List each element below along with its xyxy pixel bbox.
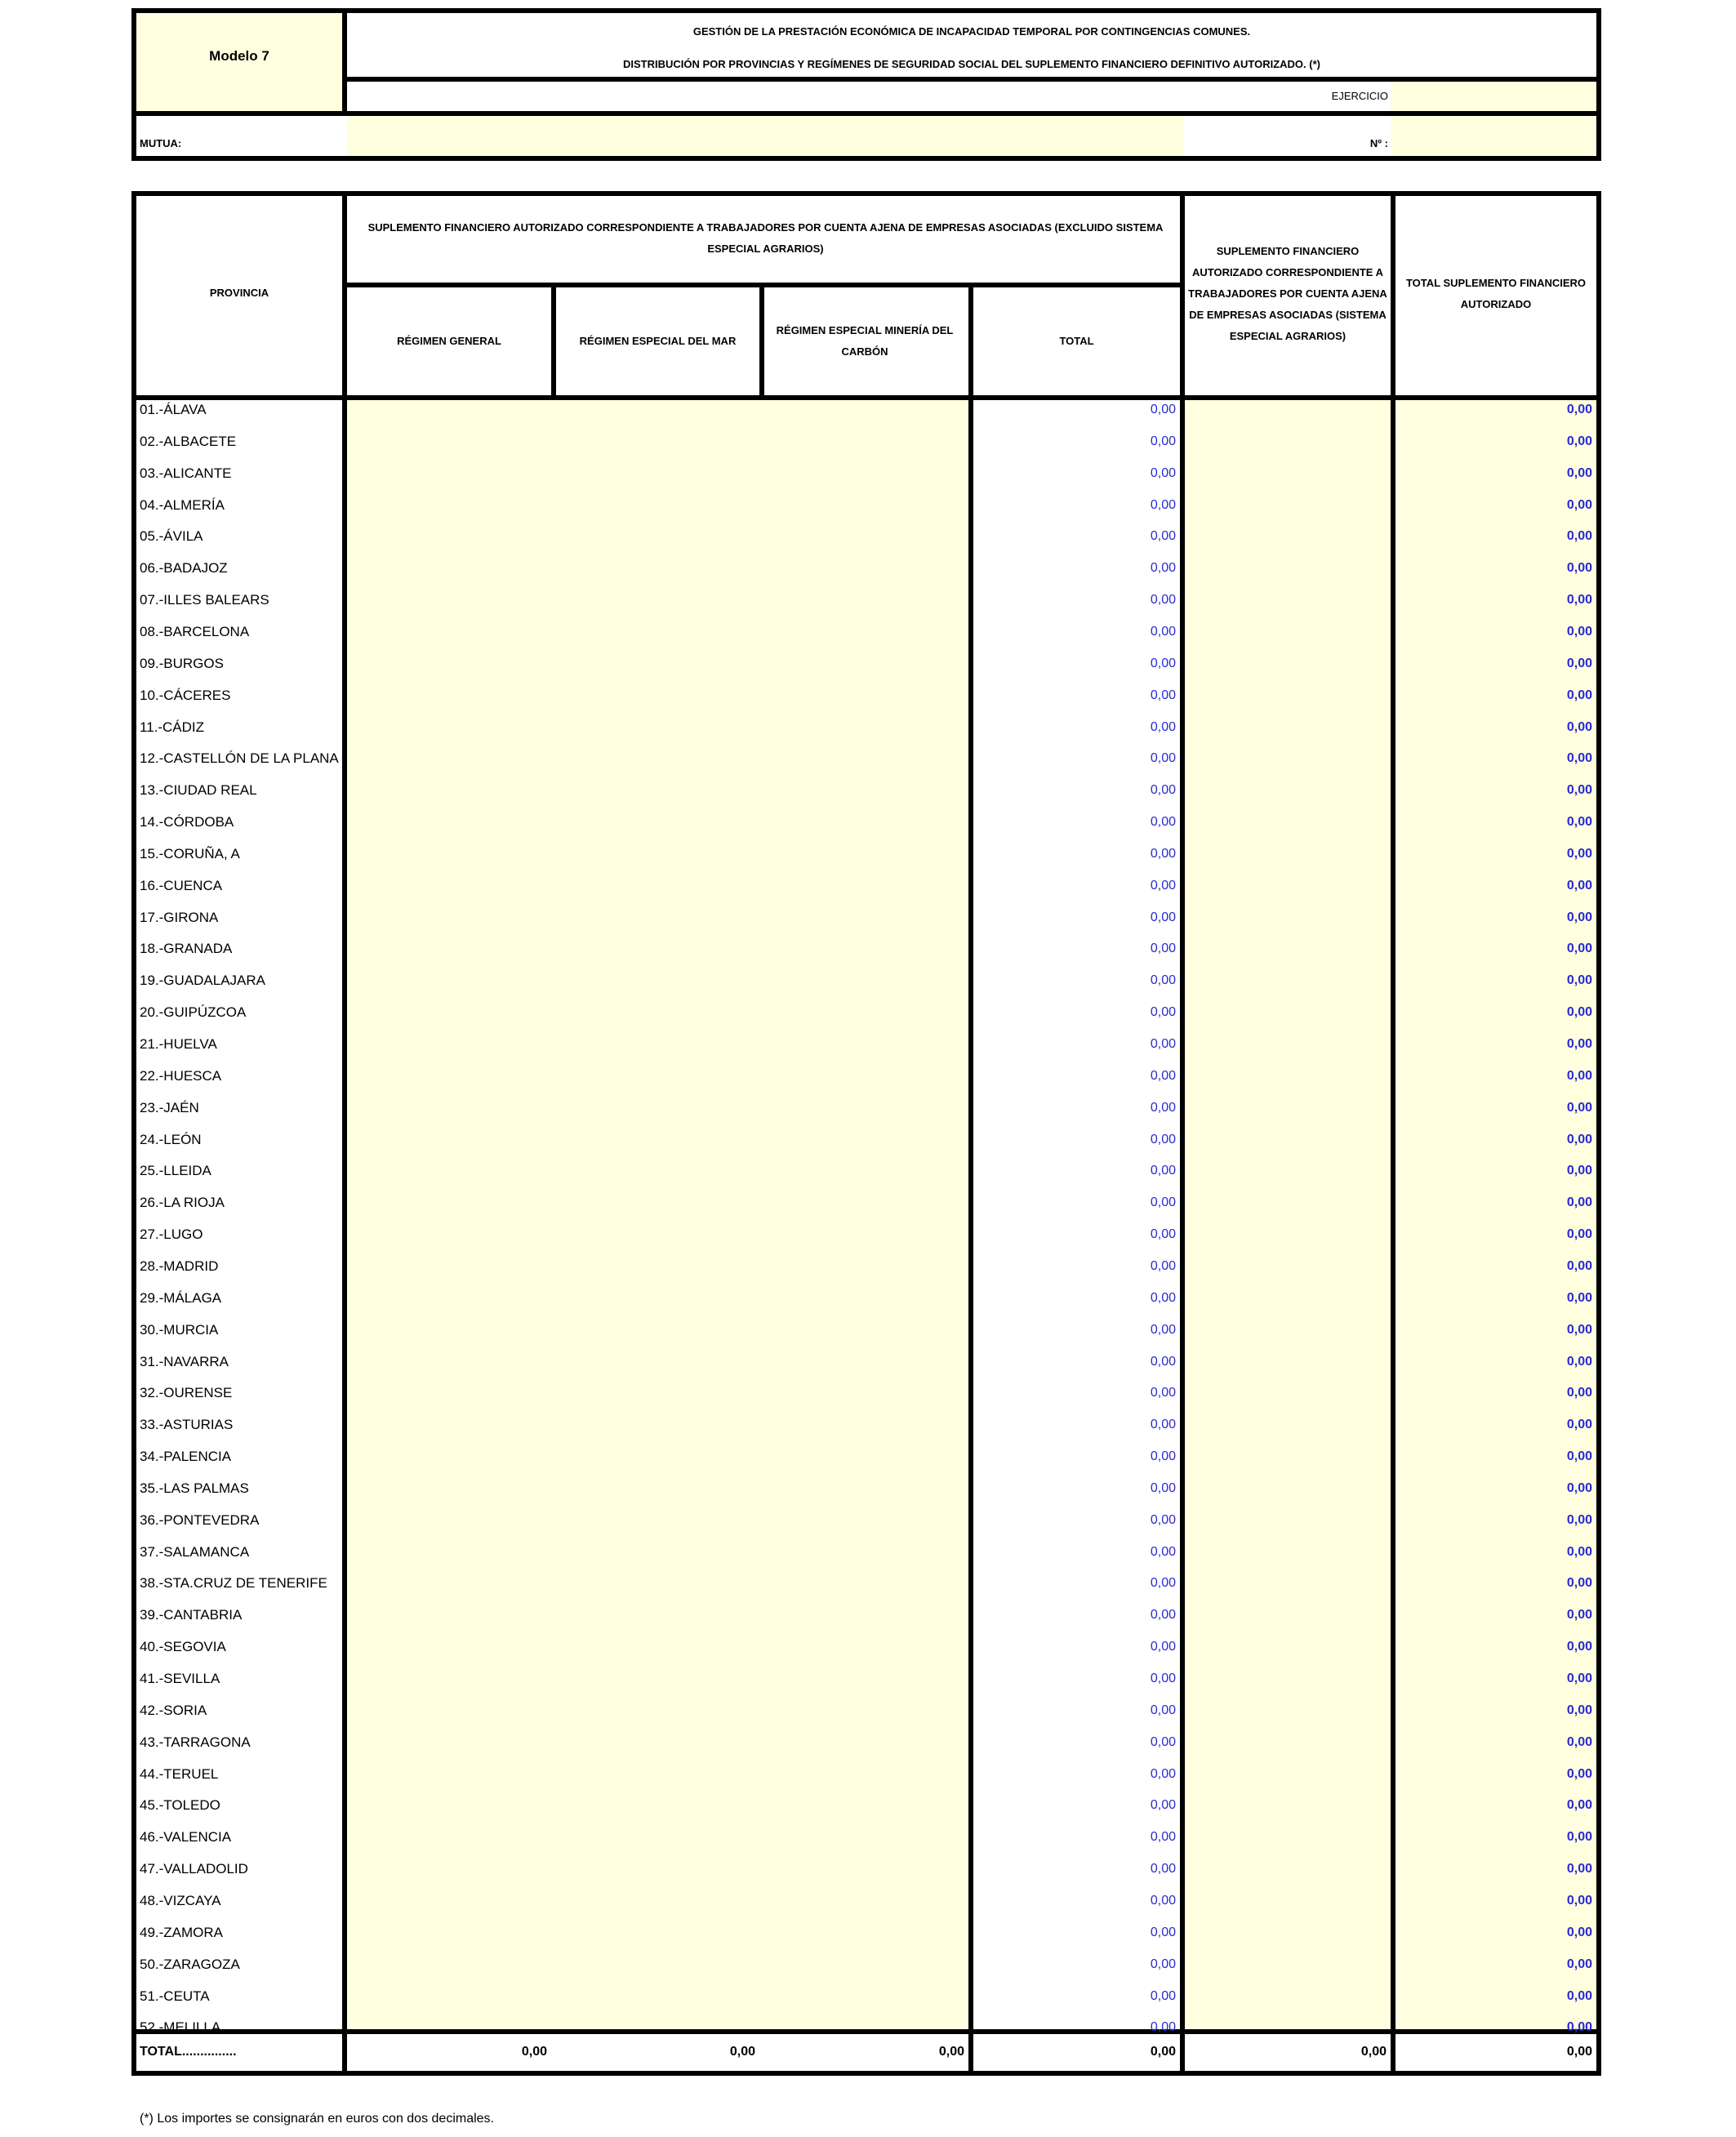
province-label: 09.-BURGOS bbox=[140, 656, 224, 671]
footnote: (*) Los importes se consignarán en euros con dos decimales. bbox=[140, 2112, 494, 2126]
row-total-suplemento-value: 0,00 bbox=[1566, 657, 1592, 670]
province-label: 01.-ÁLAVA bbox=[140, 402, 207, 417]
province-label: 13.-CIUDAD REAL bbox=[140, 782, 257, 798]
row-total-value: 0,00 bbox=[1150, 1386, 1176, 1400]
row-total-value: 0,00 bbox=[1150, 593, 1176, 607]
row-total-suplemento-value: 0,00 bbox=[1566, 2020, 1592, 2034]
row-total-value: 0,00 bbox=[1150, 1195, 1176, 1209]
column-header-agrarios: SUPLEMENTO FINANCIERO AUTORIZADO CORRESPONDIENTE A TRABAJADORES POR CUENTA AJENA DE EMPRESAS ASOCIADAS (SISTEMA ESPECIAL AGRARIOS) bbox=[1188, 245, 1387, 342]
row-total-value: 0,00 bbox=[1150, 498, 1176, 512]
province-label: 19.-GUADALAJARA bbox=[140, 973, 265, 988]
column-header-provincia: PROVINCIA bbox=[209, 287, 269, 299]
ejercicio-input[interactable] bbox=[1391, 82, 1596, 112]
column-header-regimen-mar: RÉGIMEN ESPECIAL DEL MAR bbox=[579, 335, 737, 347]
form-title-line2: DISTRIBUCIÓN POR PROVINCIAS Y REGÍMENES DE SEGURIDAD SOCIAL DEL SUPLEMENTO FINANCIERO DEFINITIVO AUTORIZADO. (*) bbox=[623, 58, 1320, 70]
row-total-suplemento-value: 0,00 bbox=[1566, 973, 1592, 987]
province-label: 44.-TERUEL bbox=[140, 1766, 219, 1782]
province-label: 20.-GUIPÚZCOA bbox=[140, 1004, 247, 1020]
row-total-suplemento-value: 0,00 bbox=[1566, 1672, 1592, 1685]
row-total-value: 0,00 bbox=[1150, 1513, 1176, 1527]
row-total-value: 0,00 bbox=[1150, 1767, 1176, 1781]
row-total-value: 0,00 bbox=[1150, 434, 1176, 448]
row-total-suplemento-value: 0,00 bbox=[1566, 879, 1592, 893]
province-label: 27.-LUGO bbox=[140, 1227, 203, 1242]
province-label: 18.-GRANADA bbox=[140, 941, 233, 956]
row-total-suplemento-value: 0,00 bbox=[1566, 1513, 1592, 1527]
row-total-value: 0,00 bbox=[1150, 1862, 1176, 1876]
total-agrarios: 0,00 bbox=[1360, 2045, 1387, 2059]
row-total-suplemento-value: 0,00 bbox=[1566, 434, 1592, 448]
row-total-value: 0,00 bbox=[1150, 561, 1176, 575]
row-total-suplemento-value: 0,00 bbox=[1566, 1608, 1592, 1622]
province-label: 10.-CÁCERES bbox=[140, 688, 231, 703]
row-total-value: 0,00 bbox=[1150, 1545, 1176, 1559]
row-total-suplemento-value: 0,00 bbox=[1566, 1418, 1592, 1431]
row-total-value: 0,00 bbox=[1150, 529, 1176, 543]
province-label: 08.-BARCELONA bbox=[140, 624, 250, 639]
province-label: 05.-ÁVILA bbox=[140, 528, 203, 544]
province-label: 43.-TARRAGONA bbox=[140, 1734, 251, 1750]
row-total-suplemento-value: 0,00 bbox=[1566, 529, 1592, 543]
row-total-suplemento-value: 0,00 bbox=[1566, 751, 1592, 765]
row-total-value: 0,00 bbox=[1150, 1640, 1176, 1654]
row-total-suplemento-value: 0,00 bbox=[1566, 1069, 1592, 1083]
row-total-value: 0,00 bbox=[1150, 1355, 1176, 1369]
row-total-value: 0,00 bbox=[1150, 2020, 1176, 2034]
row-total-value: 0,00 bbox=[1150, 1576, 1176, 1590]
column-header-total: TOTAL bbox=[1059, 335, 1094, 347]
row-total-suplemento-value: 0,00 bbox=[1566, 1195, 1592, 1209]
row-total-value: 0,00 bbox=[1150, 783, 1176, 797]
row-total-value: 0,00 bbox=[1150, 1989, 1176, 2003]
total-sup-column bbox=[1395, 400, 1596, 2029]
province-label: 41.-SEVILLA bbox=[140, 1671, 220, 1686]
row-total-value: 0,00 bbox=[1150, 1101, 1176, 1115]
ejercicio-label: EJERCICIO bbox=[1331, 90, 1388, 102]
mutua-input[interactable] bbox=[347, 116, 1184, 157]
row-total-suplemento-value: 0,00 bbox=[1566, 1449, 1592, 1463]
row-total-suplemento-value: 0,00 bbox=[1566, 1355, 1592, 1369]
row-total-value: 0,00 bbox=[1150, 1703, 1176, 1717]
row-total-value: 0,00 bbox=[1150, 1894, 1176, 1908]
row-total-suplemento-value: 0,00 bbox=[1566, 1957, 1592, 1971]
province-label: 14.-CÓRDOBA bbox=[140, 814, 234, 830]
row-total-value: 0,00 bbox=[1150, 1830, 1176, 1844]
province-label: 28.-MADRID bbox=[140, 1258, 219, 1274]
province-label: 29.-MÁLAGA bbox=[140, 1290, 222, 1306]
province-label: 36.-PONTEVEDRA bbox=[140, 1512, 260, 1528]
province-label: 31.-NAVARRA bbox=[140, 1354, 229, 1369]
province-label: 49.-ZAMORA bbox=[140, 1925, 224, 1940]
row-total-suplemento-value: 0,00 bbox=[1566, 942, 1592, 955]
province-label: 24.-LEÓN bbox=[140, 1132, 202, 1147]
row-total-value: 0,00 bbox=[1150, 1133, 1176, 1146]
row-total-value: 0,00 bbox=[1150, 847, 1176, 861]
province-label: 25.-LLEIDA bbox=[140, 1163, 211, 1178]
row-total-value: 0,00 bbox=[1150, 1259, 1176, 1273]
province-label: 06.-BADAJOZ bbox=[140, 560, 228, 576]
province-label: 38.-STA.CRUZ DE TENERIFE bbox=[140, 1575, 327, 1591]
province-label: 07.-ILLES BALEARS bbox=[140, 592, 269, 608]
province-label: 17.-GIRONA bbox=[140, 910, 219, 925]
row-total-value: 0,00 bbox=[1150, 1323, 1176, 1337]
row-total-suplemento-value: 0,00 bbox=[1566, 910, 1592, 924]
row-total-value: 0,00 bbox=[1150, 1449, 1176, 1463]
row-total-suplemento-value: 0,00 bbox=[1566, 1767, 1592, 1781]
row-total-suplemento-value: 0,00 bbox=[1566, 1386, 1592, 1400]
province-label: 16.-CUENCA bbox=[140, 878, 223, 893]
row-total-suplemento-value: 0,00 bbox=[1566, 1481, 1592, 1495]
model-label: Modelo 7 bbox=[209, 48, 269, 64]
row-total-value: 0,00 bbox=[1150, 973, 1176, 987]
row-total-suplemento-value: 0,00 bbox=[1566, 1640, 1592, 1654]
row-total-value: 0,00 bbox=[1150, 1798, 1176, 1812]
row-total-value: 0,00 bbox=[1150, 751, 1176, 765]
total-regimen-mar: 0,00 bbox=[729, 2045, 755, 2059]
row-total-suplemento-value: 0,00 bbox=[1566, 1259, 1592, 1273]
province-label: 23.-JAÉN bbox=[140, 1100, 199, 1115]
form-title-line1: GESTIÓN DE LA PRESTACIÓN ECONÓMICA DE INCAPACIDAD TEMPORAL POR CONTINGENCIAS COMUNES. bbox=[692, 25, 1251, 38]
row-total-suplemento-value: 0,00 bbox=[1566, 1894, 1592, 1908]
province-label: 33.-ASTURIAS bbox=[140, 1417, 234, 1432]
row-total-suplemento-value: 0,00 bbox=[1566, 1703, 1592, 1717]
province-label: 03.-ALICANTE bbox=[140, 465, 232, 481]
total-regimen-general: 0,00 bbox=[521, 2045, 547, 2059]
row-total-value: 0,00 bbox=[1150, 1957, 1176, 1971]
province-label: 37.-SALAMANCA bbox=[140, 1544, 250, 1560]
row-total-value: 0,00 bbox=[1150, 1608, 1176, 1622]
row-total-suplemento-value: 0,00 bbox=[1566, 1735, 1592, 1749]
province-label: 48.-VIZCAYA bbox=[140, 1893, 221, 1908]
input-area-regimenes[interactable] bbox=[347, 400, 971, 2029]
row-total-suplemento-value: 0,00 bbox=[1566, 1862, 1592, 1876]
row-total-value: 0,00 bbox=[1150, 1227, 1176, 1241]
row-total-value: 0,00 bbox=[1150, 720, 1176, 734]
province-label: 39.-CANTABRIA bbox=[140, 1607, 243, 1623]
province-label: 45.-TOLEDO bbox=[140, 1797, 220, 1813]
row-total-value: 0,00 bbox=[1150, 910, 1176, 924]
row-total-suplemento-value: 0,00 bbox=[1566, 720, 1592, 734]
row-total-value: 0,00 bbox=[1150, 1164, 1176, 1178]
province-label: 46.-VALENCIA bbox=[140, 1829, 232, 1845]
row-total-suplemento-value: 0,00 bbox=[1566, 1798, 1592, 1812]
row-total-value: 0,00 bbox=[1150, 403, 1176, 416]
province-label: 34.-PALENCIA bbox=[140, 1449, 232, 1464]
row-total-value: 0,00 bbox=[1150, 1735, 1176, 1749]
row-total-suplemento-value: 0,00 bbox=[1566, 1133, 1592, 1146]
row-total-suplemento-value: 0,00 bbox=[1566, 1101, 1592, 1115]
province-label: 51.-CEUTA bbox=[140, 1988, 210, 2004]
row-total-value: 0,00 bbox=[1150, 657, 1176, 670]
row-total-value: 0,00 bbox=[1150, 879, 1176, 893]
row-total-suplemento-value: 0,00 bbox=[1566, 1989, 1592, 2003]
province-label: 04.-ALMERÍA bbox=[140, 497, 225, 513]
row-total-suplemento-value: 0,00 bbox=[1566, 625, 1592, 639]
total-regimen-mineria: 0,00 bbox=[938, 2045, 964, 2059]
province-label: 35.-LAS PALMAS bbox=[140, 1480, 249, 1496]
row-total-suplemento-value: 0,00 bbox=[1566, 847, 1592, 861]
row-total-suplemento-value: 0,00 bbox=[1566, 1576, 1592, 1590]
row-total-value: 0,00 bbox=[1150, 1291, 1176, 1305]
row-total-suplemento-value: 0,00 bbox=[1566, 593, 1592, 607]
province-label: 26.-LA RIOJA bbox=[140, 1195, 225, 1210]
column-header-regimen-mineria: RÉGIMEN ESPECIAL MINERÍA DEL CARBÓN bbox=[776, 324, 954, 358]
row-total-suplemento-value: 0,00 bbox=[1566, 688, 1592, 702]
row-total-suplemento-value: 0,00 bbox=[1566, 1037, 1592, 1051]
row-total-value: 0,00 bbox=[1150, 1481, 1176, 1495]
row-total-value: 0,00 bbox=[1150, 1005, 1176, 1019]
row-total-value: 0,00 bbox=[1150, 1672, 1176, 1685]
row-total-value: 0,00 bbox=[1150, 466, 1176, 480]
input-area-agrarios[interactable] bbox=[1185, 400, 1391, 2029]
province-label: 15.-CORUÑA, A bbox=[140, 846, 240, 861]
row-total-value: 0,00 bbox=[1150, 1418, 1176, 1431]
row-total-suplemento-value: 0,00 bbox=[1566, 1005, 1592, 1019]
row-total-value: 0,00 bbox=[1150, 942, 1176, 955]
province-label: 40.-SEGOVIA bbox=[140, 1639, 226, 1654]
row-total-suplemento-value: 0,00 bbox=[1566, 783, 1592, 797]
row-total-suplemento-value: 0,00 bbox=[1566, 403, 1592, 416]
row-total-value: 0,00 bbox=[1150, 815, 1176, 829]
province-label: 11.-CÁDIZ bbox=[140, 719, 205, 735]
row-total-suplemento-value: 0,00 bbox=[1566, 1545, 1592, 1559]
row-total-value: 0,00 bbox=[1150, 625, 1176, 639]
totals-label: TOTAL............... bbox=[140, 2045, 237, 2059]
province-label: 32.-OURENSE bbox=[140, 1385, 233, 1400]
row-total-value: 0,00 bbox=[1150, 1069, 1176, 1083]
numero-input[interactable] bbox=[1391, 116, 1596, 157]
province-label: 02.-ALBACETE bbox=[140, 434, 237, 449]
total-suplemento: 0,00 bbox=[1566, 2045, 1592, 2059]
column-header-regimen-general: RÉGIMEN GENERAL bbox=[397, 335, 501, 347]
row-total-value: 0,00 bbox=[1150, 688, 1176, 702]
row-total-suplemento-value: 0,00 bbox=[1566, 815, 1592, 829]
row-total-suplemento-value: 0,00 bbox=[1566, 1323, 1592, 1337]
mutua-label: MUTUA: bbox=[140, 137, 182, 149]
row-total-suplemento-value: 0,00 bbox=[1566, 498, 1592, 512]
row-total-suplemento-value: 0,00 bbox=[1566, 1291, 1592, 1305]
province-label: 30.-MURCIA bbox=[140, 1322, 219, 1338]
province-label: 50.-ZARAGOZA bbox=[140, 1957, 240, 1972]
total-total: 0,00 bbox=[1150, 2045, 1176, 2059]
province-label: 47.-VALLADOLID bbox=[140, 1861, 248, 1877]
province-label: 12.-CASTELLÓN DE LA PLANA bbox=[140, 750, 339, 766]
province-label: 21.-HUELVA bbox=[140, 1036, 217, 1052]
numero-label: Nº : bbox=[1369, 137, 1388, 149]
row-total-suplemento-value: 0,00 bbox=[1566, 561, 1592, 575]
province-label: 52.-MELILLA bbox=[140, 2019, 221, 2035]
row-total-value: 0,00 bbox=[1150, 1037, 1176, 1051]
row-total-suplemento-value: 0,00 bbox=[1566, 1830, 1592, 1844]
province-label: 42.-SORIA bbox=[140, 1703, 207, 1718]
row-total-suplemento-value: 0,00 bbox=[1566, 1164, 1592, 1178]
column-group-header: SUPLEMENTO FINANCIERO AUTORIZADO CORRESPONDIENTE A TRABAJADORES POR CUENTA AJENA DE EMPRESAS ASOCIADAS (EXCLUIDO SISTEMA ESPECIAL AGRARIOS) bbox=[367, 221, 1164, 255]
row-total-suplemento-value: 0,00 bbox=[1566, 1926, 1592, 1939]
row-total-suplemento-value: 0,00 bbox=[1566, 1227, 1592, 1241]
row-total-suplemento-value: 0,00 bbox=[1566, 466, 1592, 480]
column-header-total-suplemento: TOTAL SUPLEMENTO FINANCIERO AUTORIZADO bbox=[1405, 277, 1587, 310]
province-label: 22.-HUESCA bbox=[140, 1068, 222, 1084]
row-total-value: 0,00 bbox=[1150, 1926, 1176, 1939]
